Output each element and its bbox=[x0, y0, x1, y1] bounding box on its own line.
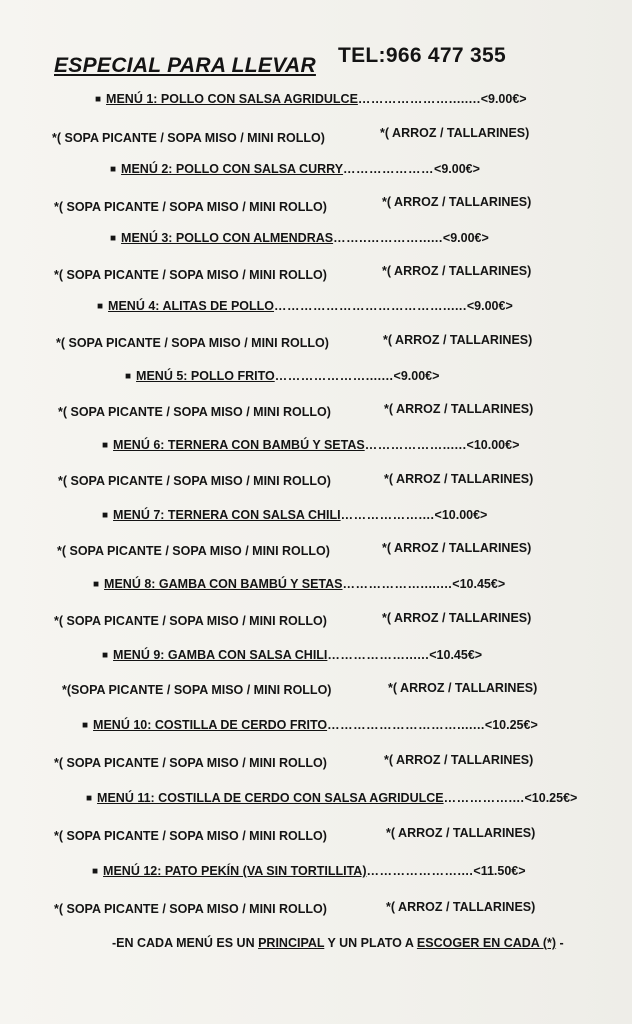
menu-label: MENÚ 4: ALITAS DE POLLO bbox=[108, 299, 275, 313]
menu-label: MENÚ 3: POLLO CON ALMENDRAS bbox=[121, 231, 334, 245]
square-bullet-icon: ■ bbox=[93, 579, 100, 590]
menu-dots: …………………………………...... bbox=[274, 299, 467, 313]
menu-label: MENÚ 1: POLLO CON SALSA AGRIDULCE bbox=[106, 92, 358, 106]
menu-label: MENÚ 6: TERNERA CON BAMBÚ Y SETAS bbox=[113, 438, 365, 452]
menu-title bbox=[102, 508, 487, 522]
menu-price: <10.45€> bbox=[452, 577, 506, 591]
menu-label: MENÚ 8: GAMBA CON BAMBÚ Y SETAS bbox=[104, 577, 343, 591]
menu-side-options: *( ARROZ / TALLARINES) bbox=[384, 753, 534, 767]
footer-text: Y UN PLATO A bbox=[324, 936, 417, 950]
menu-soup-options: *( SOPA PICANTE / SOPA MISO / MINI ROLLO) bbox=[57, 544, 330, 558]
menu-dots: …………………........ bbox=[357, 92, 481, 106]
menu-soup-options: *( SOPA PICANTE / SOPA MISO / MINI ROLLO) bbox=[58, 474, 331, 488]
menu-soup-options: *( SOPA PICANTE / SOPA MISO / MINI ROLLO) bbox=[54, 829, 327, 843]
menu-side-options: *( ARROZ / TALLARINES) bbox=[383, 333, 533, 347]
menu-title bbox=[95, 92, 527, 106]
menu-side-options: *( ARROZ / TALLARINES) bbox=[382, 264, 532, 278]
menu-side-options: *( ARROZ / TALLARINES) bbox=[382, 611, 532, 625]
menu-price: <9.00€> bbox=[466, 299, 513, 313]
menu-label: MENÚ 10: COSTILLA DE CERDO FRITO bbox=[93, 718, 328, 732]
menu-side-options: *( ARROZ / TALLARINES) bbox=[380, 126, 530, 140]
square-bullet-icon: ■ bbox=[95, 94, 102, 105]
menu-label: MENÚ 9: GAMBA CON SALSA CHILI bbox=[113, 648, 328, 662]
menu-soup-options: *( SOPA PICANTE / SOPA MISO / MINI ROLLO) bbox=[52, 131, 325, 145]
menu-label: MENÚ 7: TERNERA CON SALSA CHILI bbox=[113, 508, 341, 522]
menu-title bbox=[110, 231, 489, 245]
menu-side-options: *( ARROZ / TALLARINES) bbox=[382, 541, 532, 555]
menu-title bbox=[102, 648, 482, 662]
square-bullet-icon: ■ bbox=[97, 301, 104, 312]
menu-price: <10.45€> bbox=[429, 648, 483, 662]
menu-title bbox=[97, 299, 513, 313]
footer-text: -EN CADA MENÚ ES UN bbox=[112, 936, 259, 950]
square-bullet-icon: ■ bbox=[102, 650, 109, 661]
menu-soup-options: *( SOPA PICANTE / SOPA MISO / MINI ROLLO) bbox=[58, 405, 331, 419]
menu-label: MENÚ 5: POLLO FRITO bbox=[136, 369, 275, 383]
menu-side-options: *( ARROZ / TALLARINES) bbox=[386, 900, 536, 914]
menu-soup-options: *( SOPA PICANTE / SOPA MISO / MINI ROLLO) bbox=[54, 902, 327, 916]
menu-label: MENÚ 11: COSTILLA DE CERDO CON SALSA AGRIDULCE bbox=[97, 791, 444, 805]
menu-soup-options: *( SOPA PICANTE / SOPA MISO / MINI ROLLO) bbox=[54, 614, 327, 628]
menu-soup-options: *( SOPA PICANTE / SOPA MISO / MINI ROLLO) bbox=[56, 336, 329, 350]
menu-side-options: *( ARROZ / TALLARINES) bbox=[388, 681, 538, 695]
footer-escoger: ESCOGER EN CADA (*) bbox=[416, 936, 557, 950]
menu-price: <9.00€> bbox=[393, 369, 440, 383]
menu-price: <11.50€> bbox=[473, 864, 526, 878]
square-bullet-icon: ■ bbox=[125, 371, 132, 382]
menu-dots: ………………….... bbox=[366, 864, 474, 878]
menu-side-options: *( ARROZ / TALLARINES) bbox=[384, 472, 534, 486]
menu-price: <9.00€> bbox=[480, 92, 527, 106]
menu-side-options: *( ARROZ / TALLARINES) bbox=[384, 402, 534, 416]
square-bullet-icon: ■ bbox=[86, 793, 93, 804]
menu-soup-options: *( SOPA PICANTE / SOPA MISO / MINI ROLLO) bbox=[54, 200, 327, 214]
menu-label: MENÚ 12: PATO PEKÍN (VA SIN TORTILLITA) bbox=[103, 864, 367, 878]
menu-soup-options: *(SOPA PICANTE / SOPA MISO / MINI ROLLO) bbox=[62, 683, 332, 697]
page-title: ESPECIAL PARA LLEVAR bbox=[54, 54, 316, 77]
square-bullet-icon: ■ bbox=[102, 440, 109, 451]
menu-soup-options: *( SOPA PICANTE / SOPA MISO / MINI ROLLO) bbox=[54, 268, 327, 282]
menu-title bbox=[92, 864, 526, 878]
menu-dots: ………………........ bbox=[342, 577, 453, 591]
menu-side-options: *( ARROZ / TALLARINES) bbox=[382, 195, 532, 209]
square-bullet-icon: ■ bbox=[110, 233, 117, 244]
menu-price: <10.00€> bbox=[466, 438, 520, 452]
menu-dots: ………………… bbox=[343, 162, 435, 176]
footer-text: - bbox=[556, 936, 564, 950]
square-bullet-icon: ■ bbox=[82, 720, 89, 731]
menu-title bbox=[102, 438, 519, 452]
square-bullet-icon: ■ bbox=[92, 866, 99, 877]
menu-price: <10.25€> bbox=[484, 718, 538, 732]
menu-dots: ………………...... bbox=[327, 648, 430, 662]
square-bullet-icon: ■ bbox=[102, 510, 109, 521]
phone-number: TEL:966 477 355 bbox=[338, 44, 506, 67]
menu-dots: …………………………....... bbox=[327, 718, 485, 732]
menu-price: <10.00€> bbox=[434, 508, 488, 522]
menu-dots: ………………...... bbox=[364, 438, 467, 452]
menu-side-options: *( ARROZ / TALLARINES) bbox=[386, 826, 536, 840]
menu-title bbox=[125, 369, 439, 383]
square-bullet-icon: ■ bbox=[110, 164, 117, 175]
menu-dots: ……..…………...... bbox=[333, 231, 443, 245]
menu-title bbox=[93, 577, 505, 591]
menu-label: MENÚ 2: POLLO CON SALSA CURRY bbox=[121, 162, 344, 176]
menu-dots: …………………....... bbox=[274, 369, 394, 383]
menu-title bbox=[110, 162, 480, 176]
menu-title bbox=[82, 718, 538, 732]
menu-dots: ……………….... bbox=[340, 508, 435, 522]
menu-title bbox=[86, 791, 577, 805]
menu-price: <9.00€> bbox=[442, 231, 489, 245]
footer-note bbox=[112, 936, 564, 950]
footer-principal: PRINCIPAL bbox=[258, 936, 325, 950]
menu-price: <10.25€> bbox=[524, 791, 578, 805]
menu-dots: …………….... bbox=[443, 791, 525, 805]
menu-soup-options: *( SOPA PICANTE / SOPA MISO / MINI ROLLO) bbox=[54, 756, 327, 770]
menu-price: <9.00€> bbox=[434, 162, 480, 176]
